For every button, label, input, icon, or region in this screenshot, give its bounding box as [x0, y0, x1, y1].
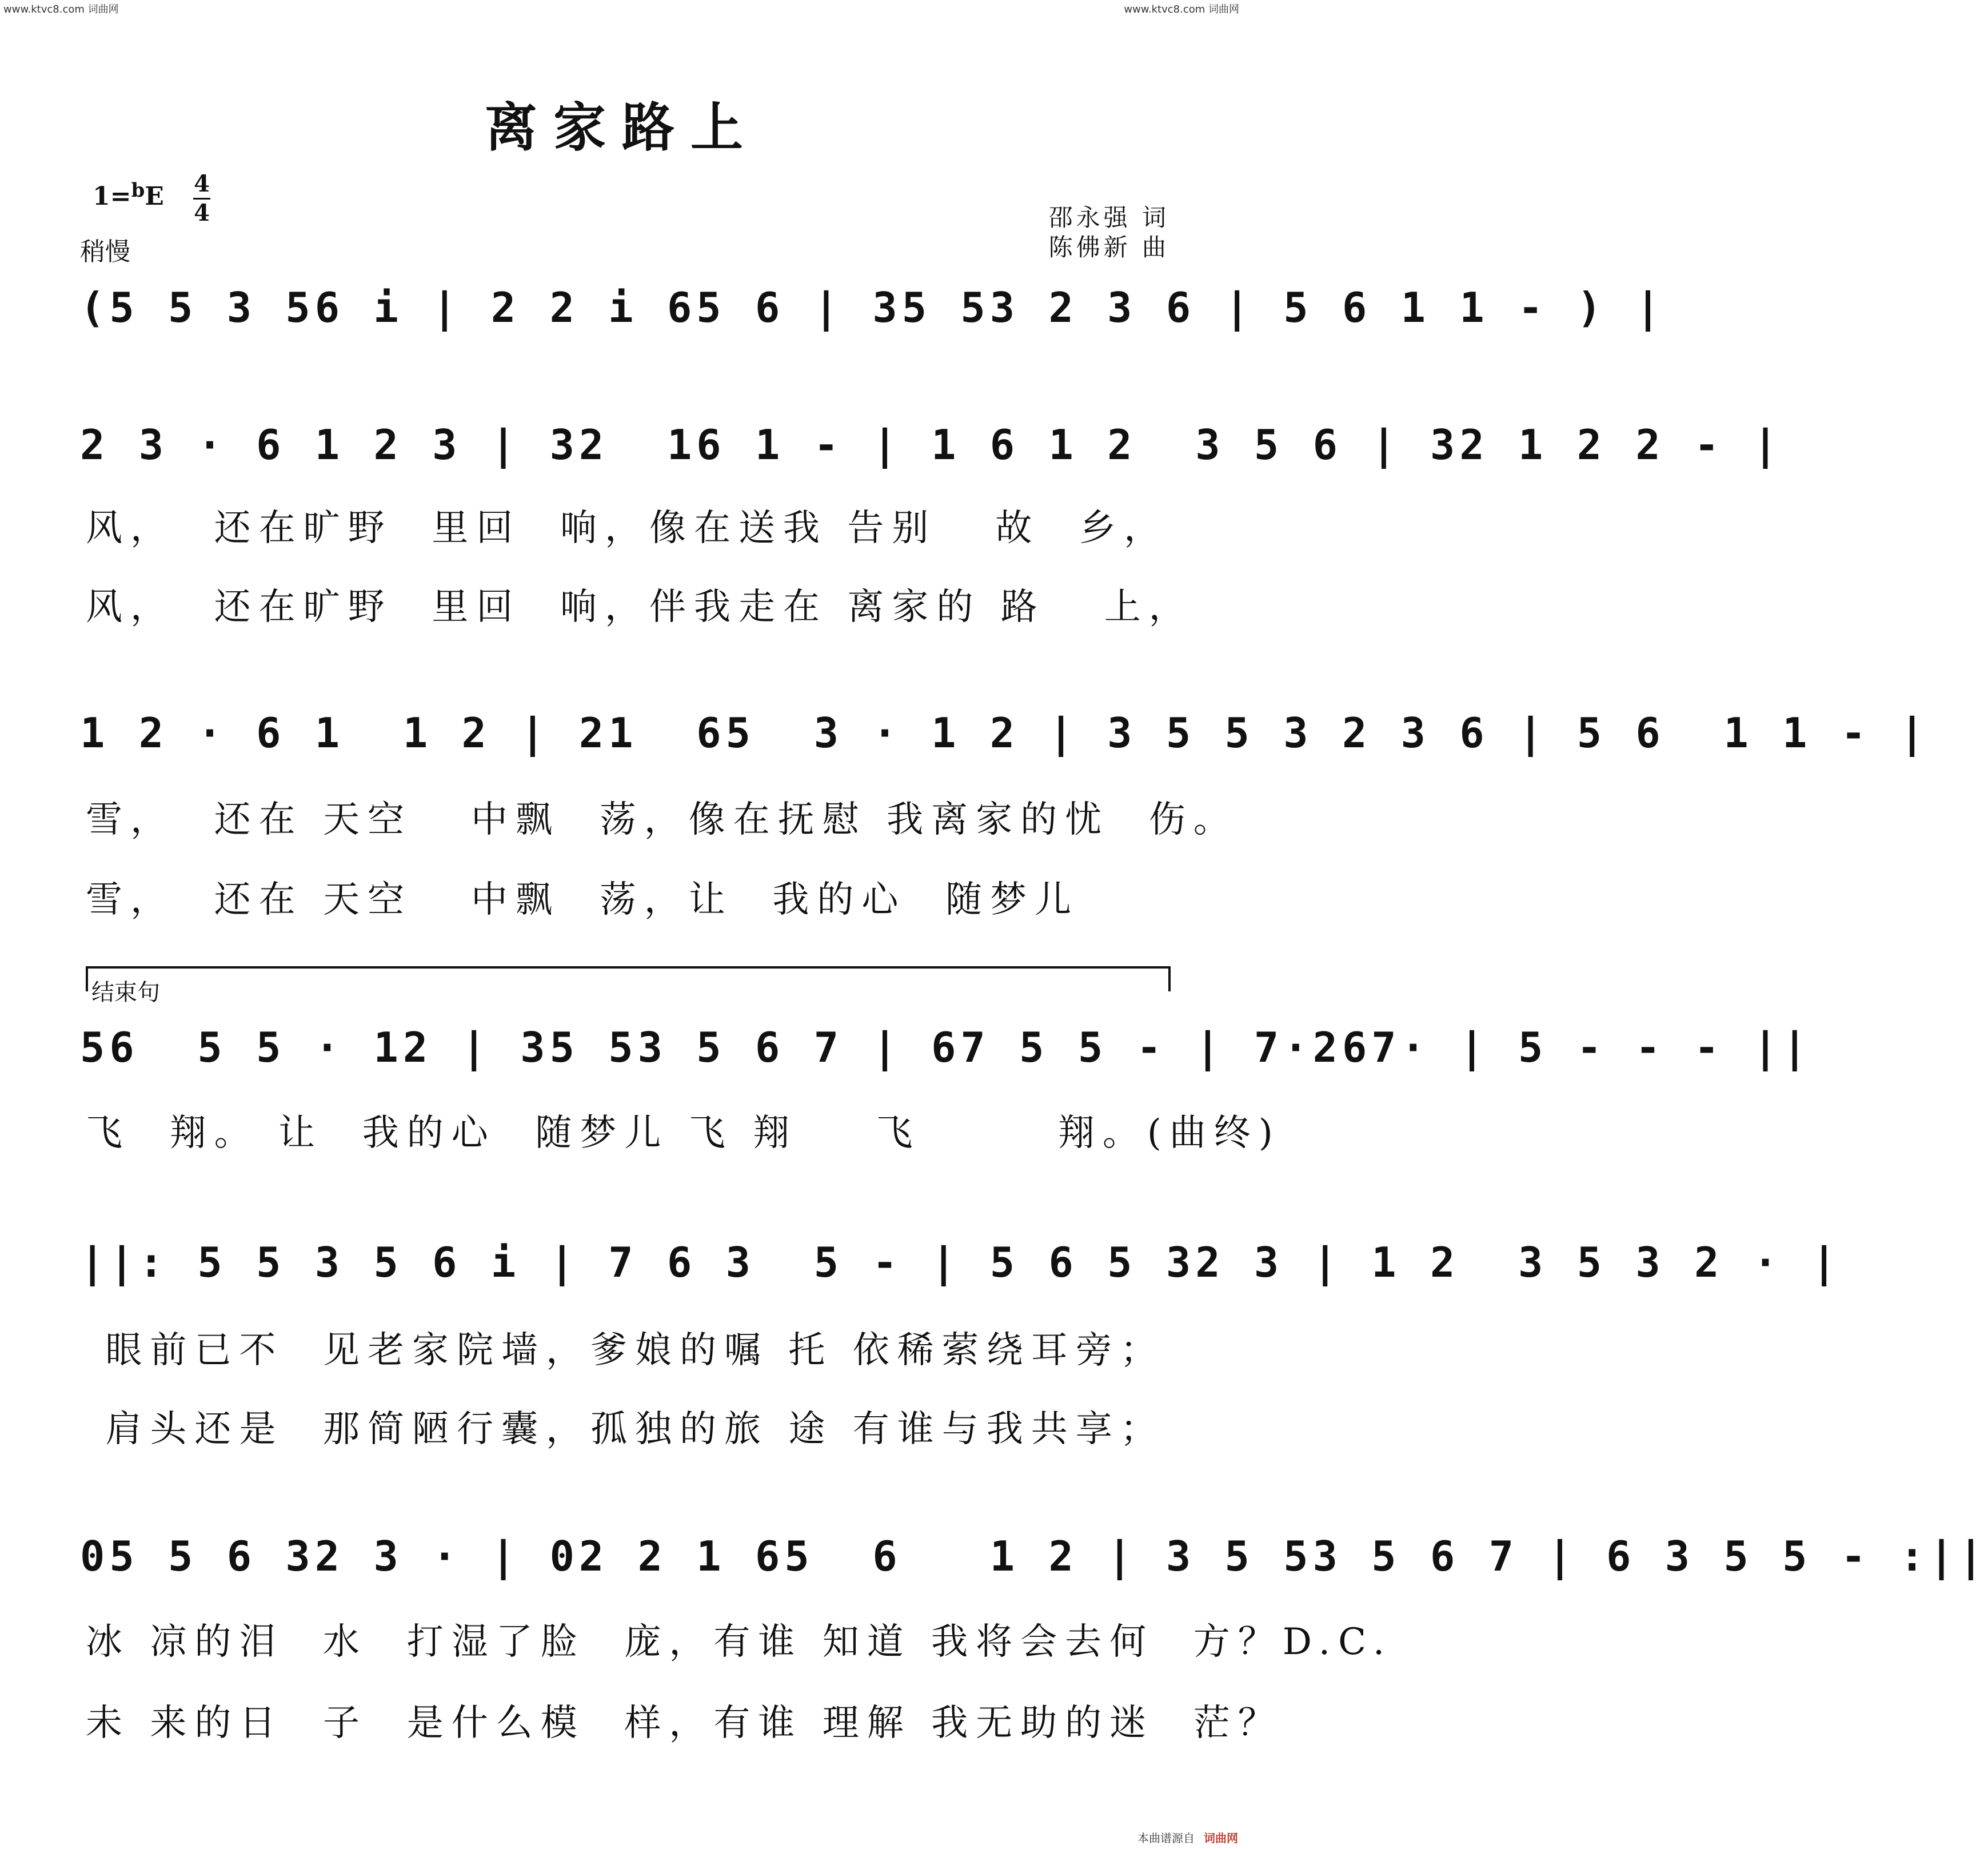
lyric-line: 未 来的日 子 是什么模 样，有谁 理解 我无助的迷 茫？	[86, 1702, 1283, 1744]
watermark-right: www.ktvc8.com 词曲网	[1124, 3, 1239, 15]
key-prefix: 1=	[93, 182, 131, 211]
staff-system-1	[80, 284, 1665, 358]
footer-credit	[1137, 1829, 1238, 1846]
staff-system-3	[80, 709, 1929, 783]
lyric-line: 雪， 还在 天空 中飘 荡，让 我的心 随梦儿	[86, 879, 1080, 921]
notes-line: (5 5 3 56 i | 2 2 i 65 6 | 35 53 2 3 6 | 5 6 1 1 - ) |	[80, 284, 1665, 332]
lyric-line: 肩头还是 那简陋行囊，孤独的旅 途 有谁与我共享；	[86, 1408, 1165, 1450]
key-flat: b	[131, 179, 145, 202]
footer-text: 本曲谱源自	[1137, 1831, 1195, 1845]
time-top: 4	[194, 170, 210, 197]
ending-bracket	[86, 966, 1171, 991]
lyric-line: 飞 翔。 让 我的心 随梦儿 飞 翔 飞 翔。(曲终)	[86, 1112, 1281, 1154]
notes-line: 56 5 5 · 12 | 35 53 5 6 7 | 67 5 5 - | 7·267· | 5 - - - ||	[80, 1023, 1812, 1071]
composer-credit: 陈佛新 曲	[1048, 233, 1169, 261]
notes-line: 2 3 · 6 1 2 3 | 32 16 1 - | 1 6 1 2 3 5 6 | 32 1 2 2 - |	[80, 421, 1783, 469]
lyric-line: 雪， 还在 天空 中飘 荡，像在抚慰 我离家的忧 伤。	[86, 799, 1238, 841]
ending-label: 结束句	[91, 979, 160, 1006]
footer-brand: 词曲网	[1204, 1831, 1238, 1845]
lyricist-credit: 邵永强 词	[1048, 204, 1169, 232]
tempo-marking: 稍慢	[80, 237, 130, 266]
key-signature	[93, 179, 164, 211]
lyric-line: 眼前已不 见老家院墙，爹娘的嘱 托 依稀萦绕耳旁；	[86, 1329, 1165, 1372]
time-bottom: 4	[194, 200, 210, 226]
lyric-line: 风， 还在旷野 里回 响，像在送我 告别 故 乡，	[86, 507, 1169, 549]
song-title: 离家路上	[484, 97, 759, 158]
staff-system-5	[80, 1238, 1841, 1313]
staff-system-2	[80, 421, 1783, 495]
notes-line: 05 5 6 32 3 · | 02 2 1 65 6 1 2 | 3 5 53 5 6 7 | 6 3 5 5 - :||	[80, 1532, 1988, 1580]
notes-line: 1 2 · 6 1 1 2 | 21 65 3 · 1 2 | 3 5 5 3 2 3 6 | 5 6 1 1 - |	[80, 709, 1929, 757]
notes-line: ||: 5 5 3 5 6 i | 7 6 3 5 - | 5 6 5 32 3 | 1 2 3 5 3 2 · |	[80, 1238, 1841, 1286]
staff-system-4	[80, 1023, 1812, 1098]
time-signature	[193, 172, 210, 226]
lyric-line: 风， 还在旷野 里回 响，伴我走在 离家的 路 上，	[86, 586, 1193, 628]
lyric-line: 冰 凉的泪 水 打湿了脸 庞，有谁 知道 我将会去何 方？D.C.	[86, 1621, 1393, 1663]
key-note: E	[145, 182, 164, 211]
staff-system-6	[80, 1532, 1988, 1607]
watermark-left: www.ktvc8.com 词曲网	[3, 3, 119, 15]
